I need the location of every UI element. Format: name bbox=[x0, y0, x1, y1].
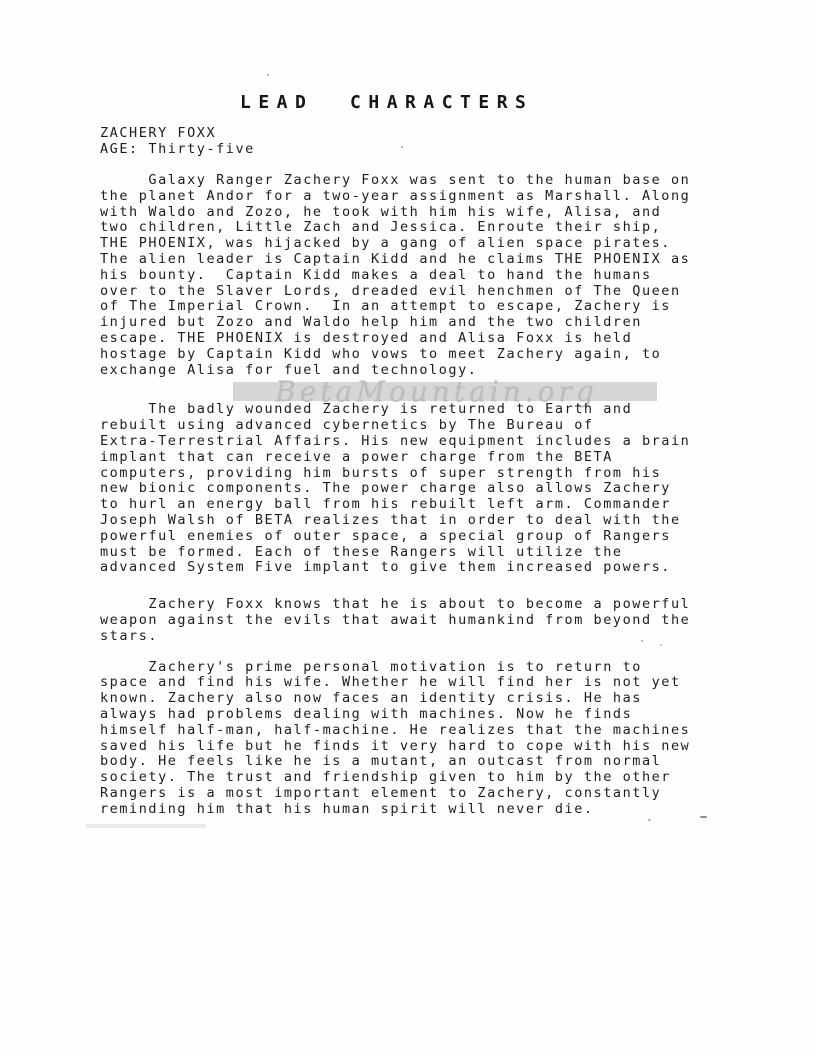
paragraph-4 bbox=[100, 660, 740, 818]
text-line: always had problems dealing with machines. Now he finds bbox=[100, 705, 633, 722]
text-line: Rangers is a most important element to Zachery, constantly bbox=[100, 784, 662, 801]
text-line: of The Imperial Crown. In an attempt to escape, Zachery is bbox=[100, 298, 671, 315]
paragraph-3 bbox=[100, 597, 740, 644]
text-line: powerful enemies of outer space, a special group of Rangers bbox=[100, 527, 671, 544]
text-line: to hurl an energy ball from his rebuilt left arm. Commander bbox=[100, 496, 671, 513]
text-line: Joseph Walsh of BETA realizes that in order to deal with the bbox=[100, 511, 681, 528]
text-line: with Waldo and Zozo, he took with him his wife, Alisa, and bbox=[100, 203, 662, 220]
text-line: escape. THE PHOENIX is destroyed and Alisa Foxx is held bbox=[100, 329, 633, 346]
text-line: known. Zachery also now faces an identity crisis. He has bbox=[100, 690, 642, 707]
text-line: space and find his wife. Whether he will find her is not yet bbox=[100, 674, 681, 691]
text-line: weapon against the evils that await humankind from beyond the bbox=[100, 611, 691, 628]
document-body bbox=[100, 173, 740, 841]
text-line: over to the Slaver Lords, dreaded evil henchmen of The Queen bbox=[100, 282, 681, 299]
text-line: society. The trust and friendship given to him by the other bbox=[100, 769, 671, 786]
text-line: rebuilt using advanced cybernetics by The Bureau of bbox=[100, 417, 594, 434]
text-line: himself half-man, half-machine. He realizes that the machines bbox=[100, 721, 691, 738]
text-line: Extra-Terrestrial Affairs. His new equipment includes a brain bbox=[100, 432, 691, 449]
watermark-text: BetaMountain.org bbox=[275, 375, 598, 408]
text-line: stars. bbox=[100, 627, 159, 644]
text-line: Zachery Foxx knows that he is about to become a powerful bbox=[100, 596, 691, 613]
text-line: body. He feels like he is a mutant, an outcast from normal bbox=[100, 753, 662, 770]
text-line: Zachery's prime personal motivation is to return to bbox=[100, 658, 642, 675]
text-line: THE PHOENIX, was hijacked by a gang of alien space pirates. bbox=[100, 235, 671, 252]
text-line: computers, providing him bursts of super strength from his bbox=[100, 464, 662, 481]
character-age: AGE: Thirty-five bbox=[100, 141, 255, 157]
text-line: The badly wounded Zachery is returned to Earth and bbox=[100, 401, 633, 418]
text-line: the planet Andor for a two-year assignment as Marshall. Along bbox=[100, 187, 691, 204]
text-line: implant that can receive a power charge from the BETA bbox=[100, 448, 613, 465]
character-header bbox=[100, 125, 255, 157]
text-line: The alien leader is Captain Kidd and he claims THE PHOENIX as bbox=[100, 250, 691, 267]
text-line: Galaxy Ranger Zachery Foxx was sent to the human base on bbox=[100, 172, 691, 188]
paragraph-1 bbox=[100, 173, 740, 378]
text-line: new bionic components. The power charge also allows Zachery bbox=[100, 480, 671, 497]
text-line: must be formed. Each of these Rangers will utilize the bbox=[100, 543, 623, 560]
text-line: injured but Zozo and Waldo help him and the two children bbox=[100, 314, 642, 331]
paragraph-2 bbox=[100, 402, 740, 576]
text-line: two children, Little Zach and Jessica. Enroute their ship, bbox=[100, 219, 662, 236]
text-line: advanced System Five implant to give them increased powers. bbox=[100, 559, 671, 576]
page-title: LEAD CHARACTERS bbox=[240, 92, 534, 113]
text-line: reminding him that his human spirit will never die. bbox=[100, 800, 594, 817]
text-line: his bounty. Captain Kidd makes a deal to hand the humans bbox=[100, 266, 652, 283]
scan-speckle bbox=[401, 146, 403, 148]
text-line: saved his life but he finds it very hard to cope with his new bbox=[100, 737, 691, 754]
character-name: ZACHERY FOXX bbox=[100, 125, 217, 141]
text-line: exchange Alisa for fuel and technology. bbox=[100, 361, 478, 378]
scan-speckle bbox=[267, 74, 269, 76]
text-line: hostage by Captain Kidd who vows to meet Zachery again, to bbox=[100, 345, 662, 362]
